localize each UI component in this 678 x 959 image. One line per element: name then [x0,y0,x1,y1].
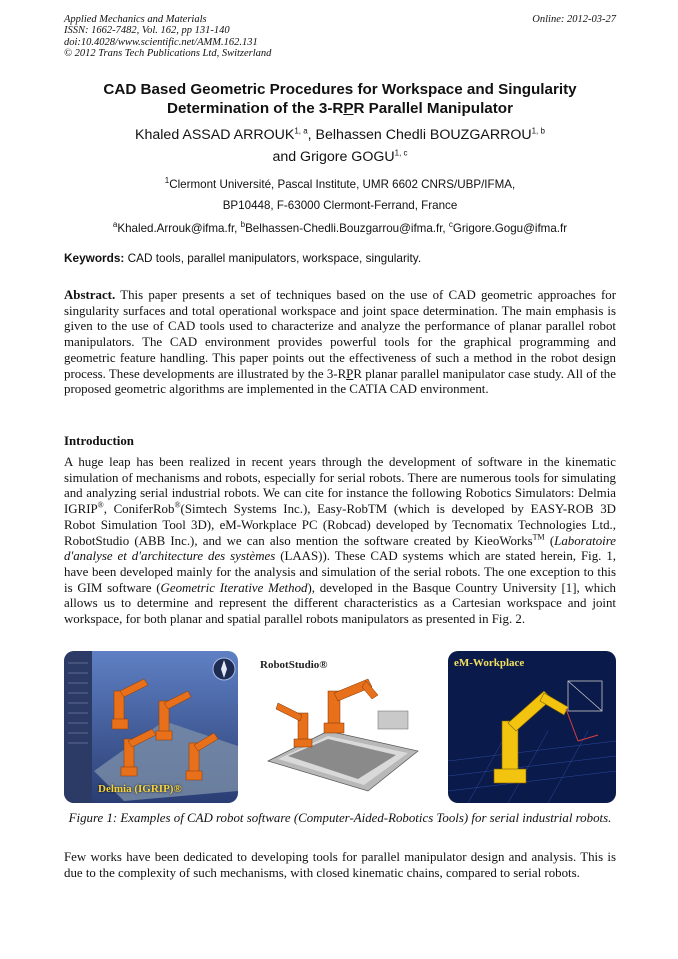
affiliation-line-1 [64,174,616,195]
figure-panel-delmia [64,651,238,803]
delmia-label: Delmia (IGRIP)® [98,783,182,795]
intro-italic: Laboratoire d'analyse et d'architecture des systèmes [64,533,617,564]
paper-title [64,80,616,118]
affil-sup: 1 [164,176,170,186]
emworkplace-illustration [448,651,616,803]
abstract-underlined-p: P [346,366,354,381]
author-1-sup: 1, a [294,126,308,136]
keywords [64,251,616,265]
author-1: Khaled ASSAD ARROUK [135,127,295,143]
title-part: Determination of the 3-R [166,100,344,117]
intro-text: (LAAS)). These CAD systems which are stated herein, Fig. 1, have been developed mainly for the analysis and simulation of the serial robots. The one exception to this is GIM software ( [64,549,616,595]
journal-header [64,14,616,60]
email-sup: b [240,220,246,230]
email-b[interactable]: Belhassen-Chedli.Bouzgarrou@ifma.fr, [245,222,449,235]
emails [64,218,616,239]
email-a[interactable]: Khaled.Arrouk@ifma.fr, [117,222,241,235]
email-sup: a [112,220,118,230]
authors-line-2 [64,146,616,168]
author-2: , Belhassen Chedli BOUZGARROU [307,127,532,143]
abstract [64,288,616,398]
affiliation [64,174,616,239]
author-3: and Grigore GOGU [272,149,395,165]
registered-mark: ® [97,500,104,510]
email-sup: c [448,220,453,230]
journal-name: Applied Mechanics and Materials [64,14,207,25]
introduction-paragraph [64,455,616,628]
figure-panel-robotstudio [258,651,428,803]
issn: ISSN: 1662-7482, Vol. 162, pp 131-140 [64,25,230,37]
introduction-heading: Introduction [64,434,134,448]
emworkplace-label: eM-Workplace [454,657,525,669]
figure-caption: Figure 1: Examples of CAD robot software (Computer-Aided-Robotics Tools) for serial industrial robots. [68,811,612,825]
robotstudio-illustration [258,651,428,803]
title-line-2 [64,99,616,118]
title-part: R Parallel Manipulator [353,100,513,117]
authors [64,124,616,168]
intro-text: ( [544,533,555,548]
robotstudio-label: RobotStudio® [260,659,328,671]
affiliation-line-2: BP10448, F-63000 Clermont-Ferrand, France [222,199,458,212]
intro-text: (Simtech Systems Inc.), Easy-RobTM (which is developed by EASY-ROB 3D Robot Simulation Tool 3D), eM-Workplace PC (Robcad) developed by Tecnomatix Technologies Ltd., RobotStudio (ABB Inc.), and we can also mention the software created by KieoWorks [64,502,616,548]
keywords-label: Keywords: [64,251,125,265]
intro-text: ), developed in the Basque Country University [1], which allows us to determine and represent the different characteristics as a Cartesian workspace and joint workspace, for both planar and spatial parallel robots manipulators as presented in Fig. 2. [64,580,616,627]
figure-1 [64,651,616,803]
figure-panel-emworkplace [448,651,616,803]
final-paragraph: Few works have been dedicated to developing tools for parallel manipulator design and analysis. This is due to the complexity of such mechanisms, with closed kinematic chains, compared to serial robots. [64,850,616,880]
doi: doi:10.4028/www.scientific.net/AMM.162.131 [64,36,258,48]
title-line-1: CAD Based Geometric Procedures for Workspace and Singularity [103,81,577,98]
trademark-mark: TM [532,532,545,542]
keywords-text: CAD tools, parallel manipulators, workspace, singularity. [124,251,422,265]
email-c[interactable]: Grigore.Gogu@ifma.fr [452,222,568,235]
author-2-sup: 1, b [531,126,545,136]
intro-italic: Geometric Iterative Method [160,580,308,595]
affil-text: Clermont Université, Pascal Institute, UMR 6602 CNRS/UBP/IFMA, [169,178,516,191]
intro-text: , ConiferRob [103,502,175,517]
registered-mark: ® [174,500,181,510]
authors-line-1 [64,124,616,146]
title-underlined-p: P [343,100,354,117]
abstract-text: R planar parallel manipulator case study. All of the proposed geometric algorithms are implemented in the CATIA CAD environment. [64,366,616,397]
abstract-label: Abstract. [64,288,116,302]
abstract-text: This paper presents a set of techniques based on the use of CAD geometric approaches for singularity surfaces and total operational workspace and joint space determination. The main emphasis is given to the use of CAD tools used to characterize and analyze the performance of planar parallel robot manipulators. The CAD environment provides powerful tools for the graphical programming and geometric feature handling. This paper points out the effectiveness of such a method in the robot design process. These developments are illustrated by the 3-R [64,288,616,381]
delmia-illustration [64,651,238,803]
online-date: Online: 2012-03-27 [532,14,616,25]
copyright: © 2012 Trans Tech Publications Ltd, Switzerland [64,48,272,60]
author-3-sup: 1, c [394,148,408,158]
intro-text: A huge leap has been realized in recent years through the development of software in the kinematic simulation of mechanisms and robots, especially for serial robots. There are numerous tools for simulating and analyzing serial industrial robots. We can cite for instance the following Robotics Simulators: Delmia IGRIP [64,455,616,517]
